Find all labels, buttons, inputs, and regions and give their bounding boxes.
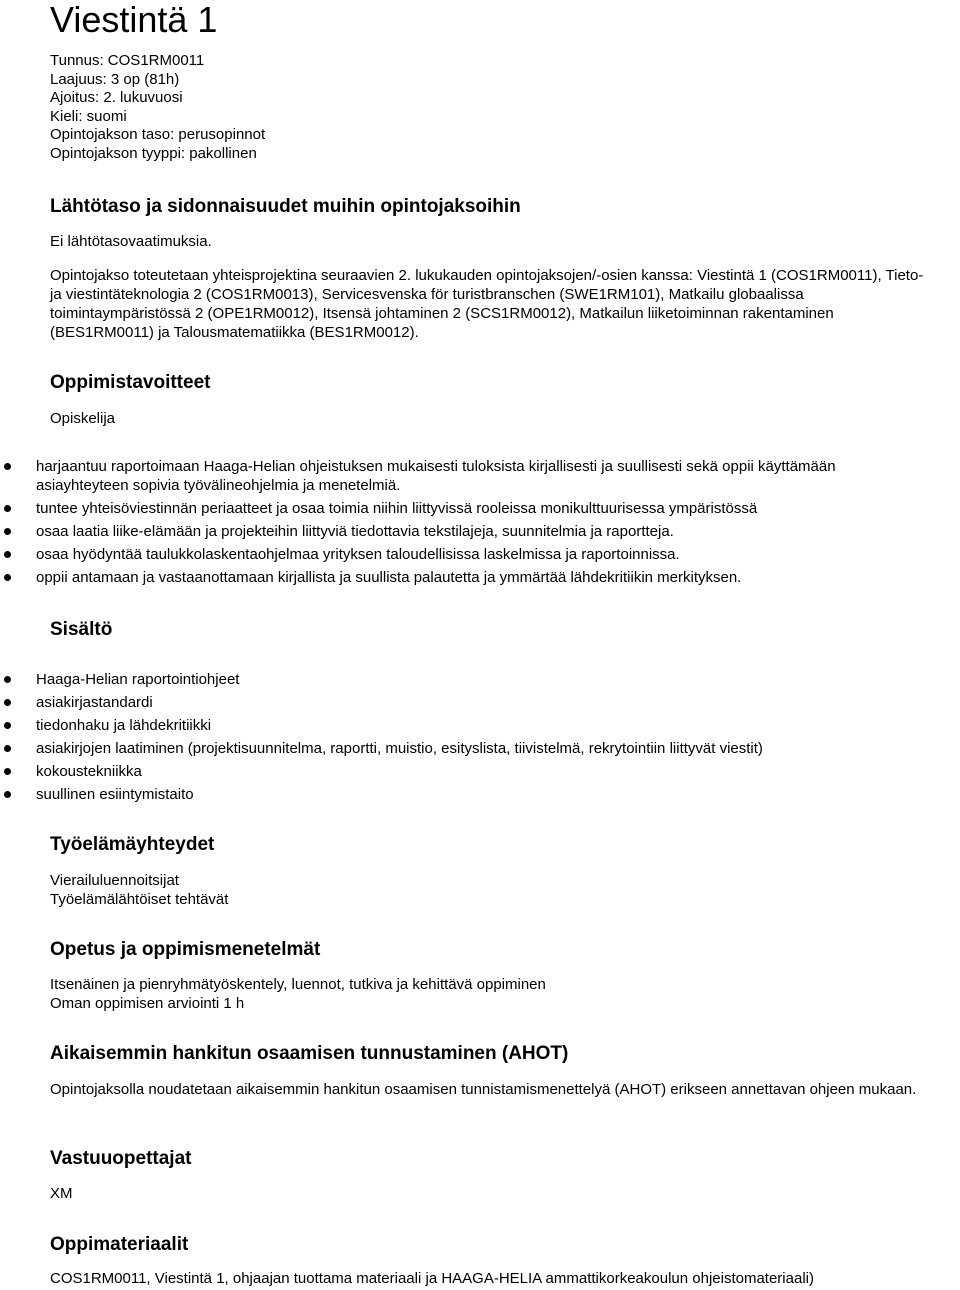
bullet-icon xyxy=(4,791,11,798)
list-item xyxy=(0,568,930,587)
objective-text: oppii antamaan ja vastaanottamaan kirjallista ja suullista palautetta ja ymmärtää lähdekritiikin merkityksen. xyxy=(36,569,742,586)
objectives-list xyxy=(0,457,930,587)
content-heading: Sisältö xyxy=(50,619,113,640)
meta-language: Kieli: suomi xyxy=(50,107,127,125)
content-list xyxy=(0,670,930,804)
list-item xyxy=(0,785,930,804)
page-title: Viestintä 1 xyxy=(50,0,218,40)
objectives-heading: Oppimistavoitteet xyxy=(50,372,211,393)
objective-text: osaa laatia liike-elämään ja projekteihin liittyviä tiedottavia tekstilajeja, suunnitelmia ja raportteja. xyxy=(36,523,674,540)
list-item xyxy=(0,693,930,712)
content-text: suullinen esiintymistaito xyxy=(36,786,194,803)
objective-text: tuntee yhteisöviestinnän periaatteet ja osaa toimia niihin liittyvissä rooleissa monikulttuurisessa ympäristössä xyxy=(36,500,758,517)
course-meta xyxy=(50,52,265,163)
content-text: asiakirjojen laatiminen (projektisuunnitelma, raportti, muistio, esityslista, tiivistelmä, rekrytointiin liittyvät viestit) xyxy=(36,740,763,757)
prerequisites-text-1: Ei lähtötasovaatimuksia. xyxy=(50,233,212,250)
materials-text: COS1RM0011, Viestintä 1, ohjaajan tuottama materiaali ja HAAGA-HELIA ammattikorkeakoulun ohjeistomateriaali) xyxy=(50,1270,814,1287)
list-item xyxy=(0,457,930,495)
objectives-intro: Opiskelija xyxy=(50,410,116,427)
bullet-icon xyxy=(4,699,11,706)
list-item xyxy=(0,545,930,564)
list-item xyxy=(0,762,930,781)
teaching-line: Itsenäinen ja pienryhmätyöskentely, luennot, tutkiva ja kehittävä oppiminen xyxy=(50,976,546,993)
materials-heading: Oppimateriaalit xyxy=(50,1234,189,1255)
list-item xyxy=(0,522,930,541)
worklife-heading: Työelämäyhteydet xyxy=(50,834,215,855)
teachers-heading: Vastuuopettajat xyxy=(50,1148,192,1169)
prerequisites-heading: Lähtötaso ja sidonnaisuudet muihin opintojaksoihin xyxy=(50,196,521,217)
bullet-icon xyxy=(4,676,11,683)
meta-scope: Laajuus: 3 op (81h) xyxy=(50,70,180,88)
list-item xyxy=(0,739,930,758)
ahot-text: Opintojaksolla noudatetaan aikaisemmin hankitun osaamisen tunnistamismenettelyä (AHOT) erikseen annettavan ohjeen mukaan. xyxy=(50,1081,917,1098)
content-text: Haaga-Helian raportointiohjeet xyxy=(36,671,240,688)
bullet-icon xyxy=(4,528,11,535)
bullet-icon xyxy=(4,505,11,512)
content-text: kokoustekniikka xyxy=(36,763,142,780)
bullet-icon xyxy=(4,722,11,729)
teaching-line: Oman oppimisen arviointi 1 h xyxy=(50,995,245,1012)
ahot-heading: Aikaisemmin hankitun osaamisen tunnustaminen (AHOT) xyxy=(50,1043,569,1064)
meta-code: Tunnus: COS1RM0011 xyxy=(50,52,205,69)
objective-text: harjaantuu raportoimaan Haaga-Helian ohjeistuksen mukaisesti tuloksista kirjallisesti ja suullisesti sekä oppii käyttämään asiayhteyteen sopivia työvälineohjelmia ja menetelmiä. xyxy=(36,458,836,494)
bullet-icon xyxy=(4,768,11,775)
meta-level: Opintojakson taso: perusopinnot xyxy=(50,126,266,143)
content-text: asiakirjastandardi xyxy=(36,694,153,711)
content-text: tiedonhaku ja lähdekritiikki xyxy=(36,717,212,734)
list-item xyxy=(0,716,930,735)
meta-type: Opintojakson tyyppi: pakollinen xyxy=(50,144,257,162)
teaching-heading: Opetus ja oppimismenetelmät xyxy=(50,939,321,960)
bullet-icon xyxy=(4,551,11,558)
teaching-text xyxy=(50,975,546,1013)
worklife-text xyxy=(50,871,228,909)
teachers-text: XM xyxy=(50,1185,73,1202)
worklife-line: Vierailuluennoitsijat xyxy=(50,872,179,889)
bullet-icon xyxy=(4,463,11,470)
list-item xyxy=(0,670,930,689)
list-item xyxy=(0,499,930,518)
bullet-icon xyxy=(4,745,11,752)
objective-text: osaa hyödyntää taulukkolaskentaohjelmaa yrityksen taloudellisissa laskelmissa ja raportoinnissa. xyxy=(36,546,680,563)
worklife-line: Työelämälähtöiset tehtävät xyxy=(50,891,229,908)
meta-timing: Ajoitus: 2. lukuvuosi xyxy=(50,89,183,106)
prerequisites-text-2: Opintojakso toteutetaan yhteisprojektina seuraavien 2. lukukauden opintojaksojen/-osien kanssa: Viestintä 1 (COS1RM0011), Tieto- ja viestintäteknologia 2 (COS1RM0013), Servicesvenska för turistbranschen (SWE1RM101), Matkailu globaalissa toimintaympäristössä 2 (OPE1RM0012), Itsensä johtaminen 2 (SCS1RM0012), Matkailun liiketoiminnan rakentaminen (BES1RM0011) ja Talousmatematiikka (BES1RM0012). xyxy=(50,267,924,341)
bullet-icon xyxy=(4,574,11,581)
